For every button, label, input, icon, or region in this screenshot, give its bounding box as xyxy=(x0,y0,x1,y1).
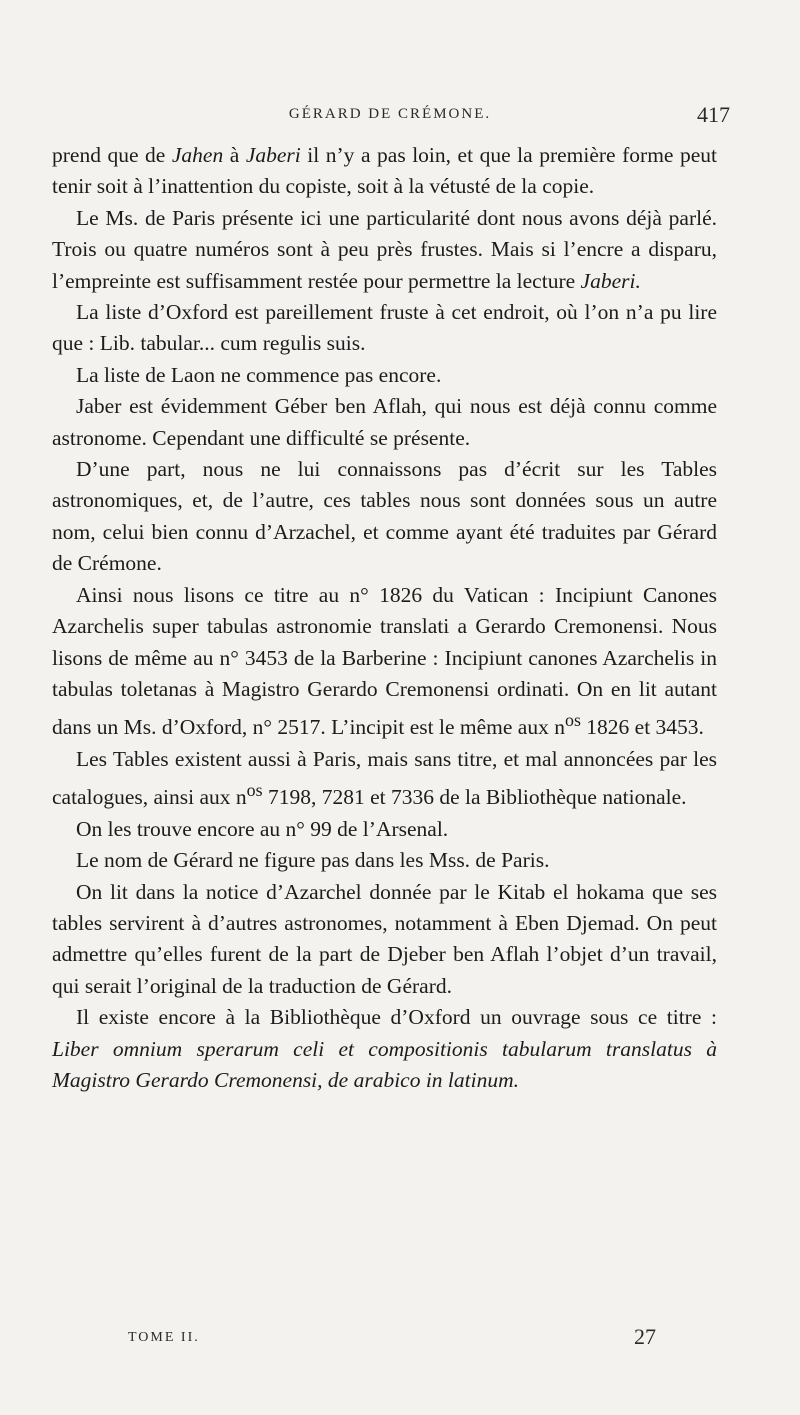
paragraph: Il existe encore à la Bibliothèque d’Oxford un ouvrage sous ce titre : Liber omnium sperarum celi et compositionis tabularum translatus à Magistro Gerardo Cremonensi, de arabico in latinum. xyxy=(52,1005,717,1093)
page-body xyxy=(52,140,717,1097)
paragraph: Les Tables existent aussi à Paris, mais sans titre, et mal annoncées par les catalogues, ainsi aux $n^{os}$ 7198, 7281 et 7336 de la Bibliothèque nationale. xyxy=(52,746,717,810)
page-footer xyxy=(128,1324,656,1360)
volume-label: TOME II. xyxy=(128,1330,200,1345)
paragraph: Le nom de Gérard ne figure pas dans les Mss. de Paris. xyxy=(76,848,550,873)
paragraph: La liste d’Oxford est pareillement fruste à cet endroit, où l’on n’a pu lire que : Lib. tabular... cum regulis suis. xyxy=(52,300,717,356)
signature-mark: 27 xyxy=(634,1324,656,1349)
paragraph: Ainsi nous lisons ce titre au n° 1826 du Vatican : Incipiunt Canones Azarchelis super tabulas astronomie translati a Gerardo Cremonensi. Nous lisons de même au n° 3453 de la Barberine : Incipiunt canones Azarchelis in tabulas toletanas à Magistro Gerardo Cremonensi ordinati. On en lit autant dans un Ms. d’Oxford, n° 2517. L’incipit est le même aux $n^{os}$ 1826 et 3453. xyxy=(52,582,717,740)
paragraph: D’une part, nous ne lui connaissons pas d’écrit sur les Tables astronomiques, et, de l’autre, ces tables nous sont données sous un autre nom, celui bien connu d’Arzachel, et comme ayant été traduites par Gérard de Crémone. xyxy=(52,457,717,576)
paragraph: La liste de Laon ne commence pas encore. xyxy=(76,362,442,387)
page-header xyxy=(50,102,730,136)
running-title: GÉRARD DE CRÉMONE. xyxy=(288,106,492,122)
paragraph: Le Ms. de Paris présente ici une particularité dont nous avons déjà parlé. Trois ou quatre numéros sont à peu près frustes. Mais si l’encre a disparu, l’empreinte est suffisamment restée pour permettre la lecture Jaberi. xyxy=(52,205,717,293)
paragraph: On les trouve encore au n° 99 de l’Arsenal. xyxy=(76,816,449,841)
paragraph: Jaber est évidemment Géber ben Aflah, qui nous est déjà connu comme astronome. Cependant une difficulté se présente. xyxy=(52,394,717,450)
paragraph: prend que de Jahen à Jaberi il n’y a pas loin, et que la première forme peut tenir soit à l’inattention du copiste, soit à la vétusté de la copie. xyxy=(52,143,718,199)
page-number: 417 xyxy=(697,102,730,127)
paragraph: On lit dans la notice d’Azarchel donnée par le Kitab el hokama que ses tables servirent à d’autres astronomes, notamment à Eben Djemad. On peut admettre qu’elles furent de la part de Djeber ben Aflah l’objet d’un travail, qui serait l’original de la traduction de Gérard. xyxy=(52,879,717,998)
